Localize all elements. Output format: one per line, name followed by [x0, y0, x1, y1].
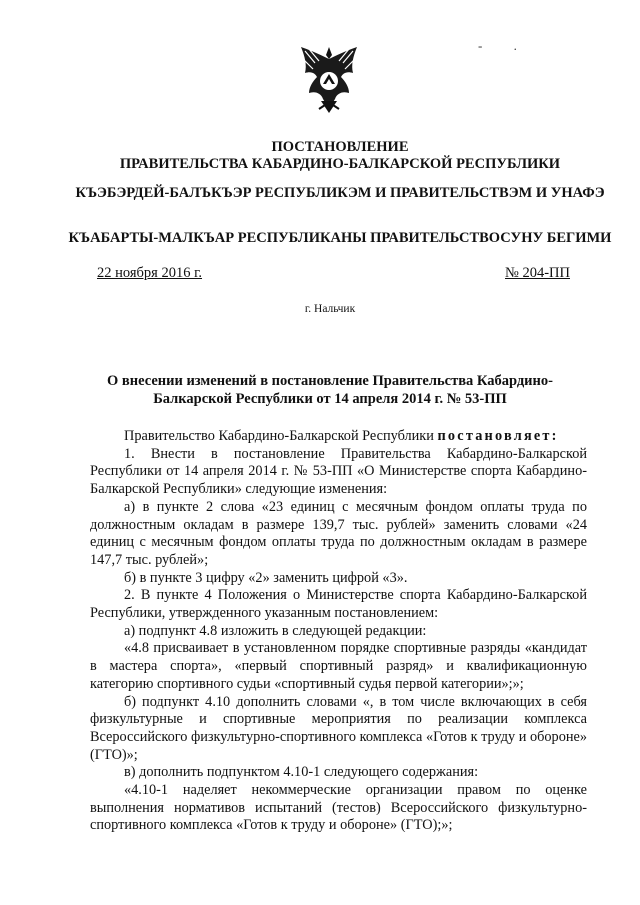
paragraph-2c: в) дополнить подпунктом 4.10-1 следующего содержания: [124, 764, 479, 781]
scan-marks: - . [478, 38, 531, 53]
document-body [90, 428, 587, 835]
document-title [60, 139, 620, 173]
paragraph-2: 2. В пункте 4 Положения о Министерстве спорта Кабардино-Балкарской Республики, утвержденного указанным постановлением: [90, 587, 587, 622]
eagle-emblem-icon [299, 43, 359, 115]
title-kabardian: КЪЭБЭРДЕЙ-БАЛЪКЪЭР РЕСПУБЛИКЭМ И ПРАВИТЕЛЬСТВЭМ И УНАФЭ [75, 185, 605, 201]
paragraph-1: 1. Внести в постановление Правительства Кабардино-Балкарской Республики от 14 апреля 2014 г. № 53-ПП «О Министерстве спорта Кабардино-Балкарской Республики» следующие изменения: [90, 445, 587, 498]
coat-of-arms-emblem [299, 43, 359, 115]
intro-decree-word: постановляет: [437, 428, 559, 444]
intro-paragraph [90, 428, 587, 446]
paragraph-1a: а) в пункте 2 слова «23 единиц с месячным фондом оплаты труда по должностным окладам в размере 139,7 тыс. рублей» заменить словами «24 единиц с месячным фондом оплаты труда по должностным окладам в размере 147,7 тыс. рублей»; [90, 498, 587, 568]
paragraph-2a-text: «4.8 присваивает в установленном порядке спортивные разряды «кандидат в мастера спорта», «первый спортивный разряд» и квалификационную категорию спортивного судьи «спортивный судья первой категории»;»; [90, 640, 587, 692]
title-balkar: КЪАБАРТЫ-МАЛКЪАР РЕСПУБЛИКАНЫ ПРАВИТЕЛЬСТВОСУНУ БЕГИМИ [68, 230, 612, 246]
document-city: г. Нальчик [304, 303, 356, 315]
document-number: № 204-ПП [505, 265, 570, 281]
paragraph-1b: б) в пункте 3 цифру «2» заменить цифрой «3». [124, 569, 408, 586]
paragraph-2c-text: «4.10-1 наделяет некоммерческие организации правом по оценке выполнения нормативов испытаний (тестов) Всероссийского физкультурно-спортивного комплекса «Готов к труду и обороне» (ГТО);»; [90, 782, 587, 834]
paragraph-2b: б) подпункт 4.10 дополнить словами «, в том числе включающих в себя физкультурные и спортивные мероприятия по реализации комплекса Всероссийского физкультурно-спортивного комплекса «Готов к труду и обороне» (ГТО)»; [90, 693, 587, 763]
document-subject: О внесении изменений в постановление Правительства Кабардино-Балкарской Республики от 14 апреля 2014 г. № 53-ПП [107, 373, 553, 407]
intro-prefix: Правительство Кабардино-Балкарской Республики [124, 428, 438, 444]
paragraph-2a: а) подпункт 4.8 изложить в следующей редакции: [124, 622, 427, 639]
document-date: 22 ноября 2016 г. [97, 265, 203, 281]
title-line-1: ПОСТАНОВЛЕНИЕ [271, 139, 409, 155]
title-line-2: ПРАВИТЕЛЬСТВА КАБАРДИНО-БАЛКАРСКОЙ РЕСПУБЛИКИ [119, 156, 561, 172]
